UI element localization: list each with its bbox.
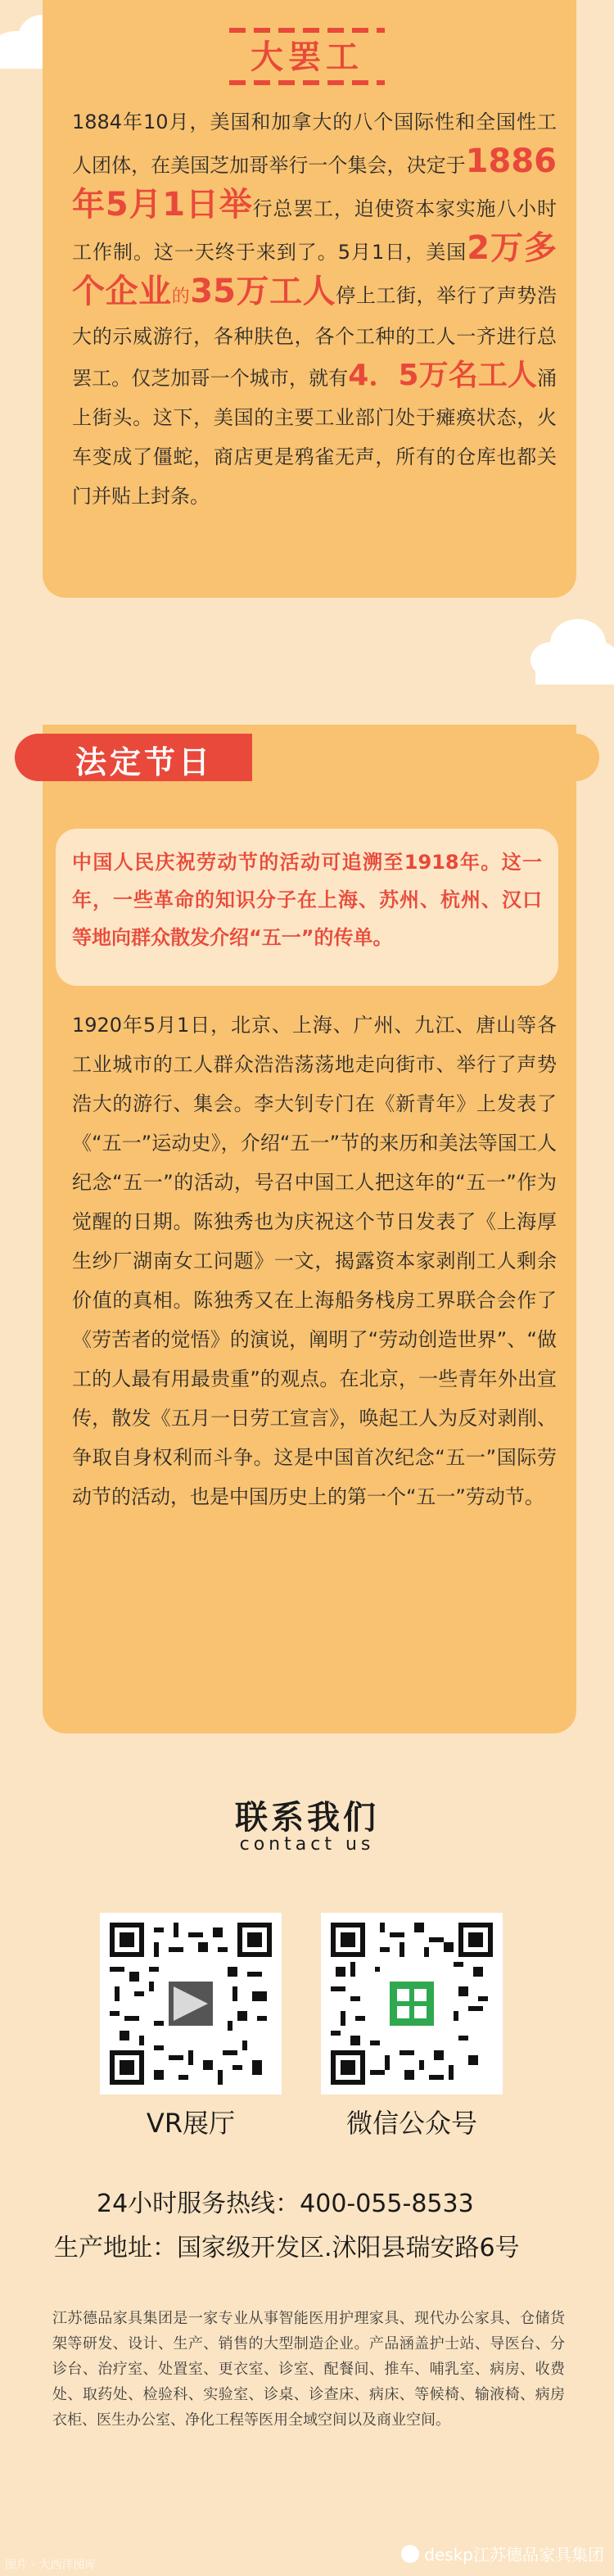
company-description: 江苏德品家具集团是一家专业从事智能医用护理家具、现代办公家具、仓储货架等研发、设计、生产、销售的大型制造企业。产品涵盖护士站、导医台、分诊台、治疗室、处置室、更衣室、诊室、配餐间、推车、哺乳室、病房、收费处、取药处、检验科、实验室、诊桌、诊查床、病床、等候椅、输液椅、病房衣柜、医生办公室、净化工程等医用全域空间以及商业空间。: [52, 2310, 565, 2429]
service-hotline: 24小时服务热线：400-055-8533: [97, 2190, 474, 2218]
qr-code-icon: [110, 1923, 272, 2085]
account-watermark-text: deskp江苏德品家具集团: [424, 2545, 604, 2565]
wechat-account-qr-code[interactable]: [321, 1913, 503, 2095]
section-title-holiday: 法定节日: [75, 744, 214, 780]
highlight-chicago-workers: 4．5万名工人: [348, 359, 537, 392]
image-source-watermark: 图片 · 大西洋图库: [5, 2559, 97, 2572]
text-segment: 涌上街头。这下，美国的主要工业部门处于瘫痪状态，火车变成了僵蛇，商店更是鸦雀无声，所有的仓库也都关门并贴上封条。: [72, 367, 557, 508]
holiday-paragraph: 1920年5月1日，北京、上海、广州、九江、唐山等各工业城市的工人群众浩浩荡荡地走向街市、举行了声势浩大的游行、集会。李大钊专门在《新青年》上发表了《“五一”运动史》，介绍“五一”节的来历和美法等国工人纪念“五一”的活动，号召中国工人把这年的“五一”作为觉醒的日期。陈独秀也为庆祝这个节日发表了《上海厚生纱厂湖南女工问题》一文，揭露资本家剥削工人剩余价值的真相。陈独秀又在上海船务栈房工界联合会作了《劳苦者的觉悟》的演说，阐明了“劳动创造世界”、“做工的人最有用最贵重”的观点。在北京，一些青年外出宣传，散发《五月一日劳工宣言》，唤起工人为反对剥削、争取自身权利而斗争。这是中国首次纪念“五一”国际劳动节的活动，也是中国历史上的第一个“五一”劳动节。: [72, 1014, 557, 1508]
highlight-date: 1886年5月1日举: [72, 142, 557, 224]
factory-address: 生产地址：国家级开发区.沭阳县瑞安路6号: [54, 2234, 520, 2262]
highlight-enterprises: 2万多个企业: [72, 229, 557, 310]
vr-showroom-qr-code[interactable]: [100, 1913, 282, 2095]
qr-code-icon: [331, 1923, 493, 2085]
cloud-decoration-right: [529, 611, 614, 689]
highlight-workers: 35万工人: [190, 273, 336, 310]
contact-subtitle: contact us: [239, 1834, 375, 1855]
wechat-icon: [401, 2545, 419, 2563]
contact-title: 联系我们: [235, 1799, 379, 1837]
highlight-quote-box: 中国人民庆祝劳动节的活动可追溯至1918年。这一年，一些革命的知识分子在上海、苏州、杭州、汉口等地向群众散发介绍“五一”的传单。: [56, 829, 558, 986]
vr-showroom-label: VR展厅: [146, 2108, 236, 2139]
section-title-strike: 大罢工: [251, 38, 363, 76]
wechat-account-label: 微信公众号: [345, 2108, 477, 2139]
title-dash-decoration: [229, 80, 385, 85]
strike-paragraph: [72, 102, 557, 516]
account-watermark: [401, 2542, 604, 2565]
text-segment: 行总罢工，迫使资本家实施八小时工作制。这一天终于来到了。5月1日，美国: [72, 197, 557, 264]
text-segment: 1884年10月，美国和加拿大的八个国际性和全国性工人团体，在美国芝加哥举行一个集会，决定于: [72, 111, 557, 177]
highlight-connector: 的: [171, 287, 191, 307]
text-segment: 停上工街，举行了声势浩大的示威游行，各种肤色，各个工种的工人一齐进行总罢工。仅芝加哥一个城市，就有: [72, 284, 557, 390]
